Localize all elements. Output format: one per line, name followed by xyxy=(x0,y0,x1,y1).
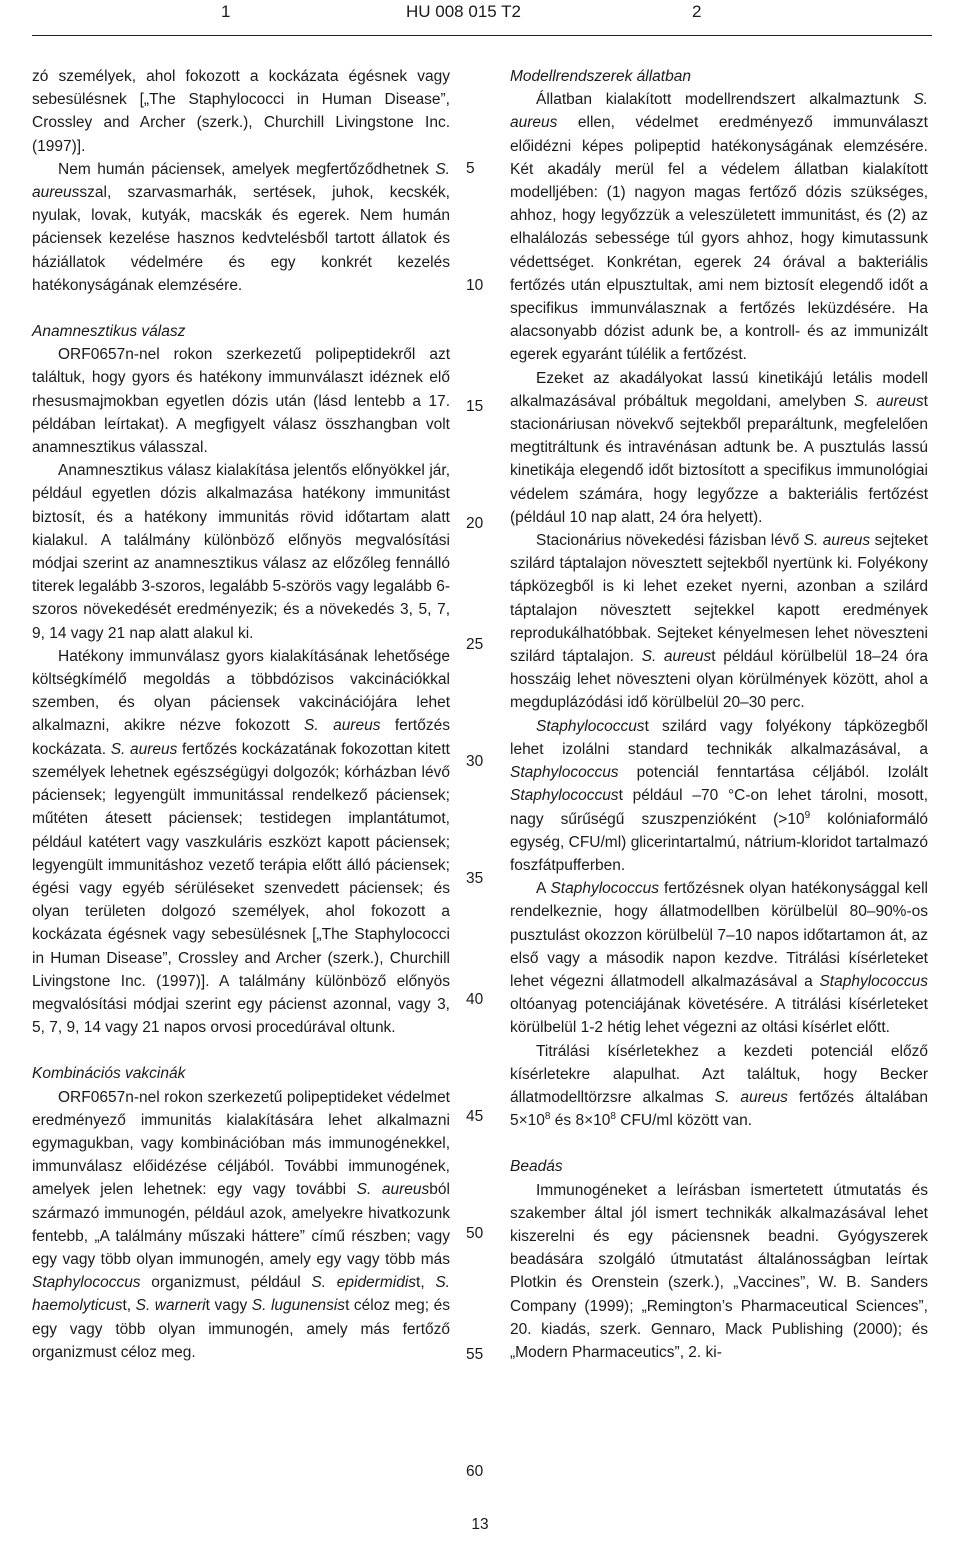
line-number: 5 xyxy=(466,160,475,177)
line-number: 30 xyxy=(466,753,484,770)
paragraph: Ezeket az akadályokat lassú kinetikájú letális modell alkalmazásával próbáltuk megoldani, amelyben S. aureust stacionáriusan növekvő sejtekből preparáltunk, megfelelően megtitráltunk és intravénásan adtunk be. A pusztulás lassú kinetikája elegendő időt biztosított a specifikus immunológiai védelem számára, hogy legyőzze a bakteriális fertőzést (például 10 nap alatt, 24 óra helyett). xyxy=(510,369,928,526)
paragraph: Stacionárius növekedési fázisban lévő S. aureus sejteket szilárd táptalajon növesztett sejtekből nyertünk ki. Folyékony tápközegből is ki lehet ezeket nyerni, azonban a szilárd táptalajon növesztett sejtekkel kapott eredmények reprodukálhatóbbak. Sejteket kényelmesen lehet növeszteni szilárd táptalajon. S. aureust például körülbelül 18–24 óra hosszáig lehet növeszteni olyan körülmények között, ahol a megduplázódási idő körülbelül 20–30 perc. xyxy=(510,532,928,712)
line-number: 60 xyxy=(466,1463,484,1480)
paragraph: Nem humán páciensek, amelyek megfertőződhetnek S. aureusszal, szarvasmarhák, sertések, juhok, kecskék, nyulak, lovak, kutyák, macskák és egerek. Nem humán páciensek kezelése hasznos kedvtelésből tartott állatok és háziállatok védelmére és egy konkrét kezelés hatékonyságának elemzésére. xyxy=(32,160,450,294)
line-number: 25 xyxy=(466,636,484,653)
line-number: 15 xyxy=(466,398,484,415)
paragraph: Hatékony immunválasz gyors kialakításának lehetősége költségkímélő megoldás a többdózisos vakcinációkkal szemben, és olyan páciensek vakcinációjára lehet alkalmazni, akikre nézve fokozott S. aureus fertőzés kockázata. S. aureus fertőzés kockázatának fokozottan kitett személyek lehetnek egészségügyi dolgozók; kórházban lévő páciensek; legyengült immunitással rendelkező páciensek; műtéten átesett páciensek; testidegen implantátumot, például katétert vagy vaszkuláris eszközt kapott páciensek; legyengült immunitáshoz vezető terápia előtt álló páciensek; égési vagy egyéb sérüléseket szenvedett páciensek; és olyan területen dolgozó személyek, ahol fokozott a kockázata égésnek vagy sebesülésnek [„The Staphylococci in Human Disease”, Crossley and Archer (szerk.), Churchill Livingstone Inc. (1997)]. A találmány különböző előnyös megvalósítási módjai szerint egy pácienst azonnal, vagy 3, 5, 7, 9, 14 vagy 21 napos orvosi procedúrával oltunk. xyxy=(32,647,450,1037)
paragraph: Immunogéneket a leírásban ismertetett útmutatás és szakember által jól ismert technikák alkalmazásával lehet kiszerelni és egy páciensnek beadni. Gyógyszerek beadására szolgáló útmutatást általánosságban leírtak Plotkin és Orenstein (szerk.), „Vaccines”, W. B. Sanders Company (1999); „Remington’s Pharmaceutical Sciences”, 20. kiadás, szerk. Gennaro, Mack Publishing (2000); és „Modern Pharmaceutics”, 2. ki- xyxy=(510,1181,928,1361)
header-right-column-number: 2 xyxy=(692,2,702,21)
paragraph: zó személyek, ahol fokozott a kockázata égésnek vagy sebesülésnek [„The Staphylococci in Human Disease”, Crossley and Archer (szerk.), Churchill Livingstone Inc. (1997)]. xyxy=(32,68,450,155)
header-left-column-number: 1 xyxy=(221,2,231,21)
right-column xyxy=(510,65,928,1364)
line-number: 40 xyxy=(466,991,484,1008)
header-rule xyxy=(32,35,932,36)
line-number: 50 xyxy=(466,1225,484,1242)
line-number: 45 xyxy=(466,1108,484,1125)
paragraph: Anamnesztikus válasz kialakítása jelentős előnyökkel jár, például egyetlen dózis alkalmazása hatékony immunitást biztosít, és a hatékony immunitás rövid időtartam alatt kialakul. A találmány különböző előnyös megvalósítási módjai szerint az anamnesztikus válasz az előzőleg fennálló titerek legalább 3-szoros, legalább 5-szörös vagy legalább 6-szoros növekedését eredményezik; és a növekedés 3, 5, 7, 9, 14 vagy 21 nap alatt alakul ki. xyxy=(32,462,450,642)
line-number: 55 xyxy=(466,1346,484,1363)
section-heading-administration: Beadás xyxy=(510,1158,563,1176)
paragraph: Titrálási kísérletekhez a kezdeti potenciál előző kísérletekre alapulhat. Azt találtuk, hogy Becker állatmodelltörzsre alkalmas S. aureus fertőzés általában $5\times 10^8$ és $8\times 10^8$ CFU/ml között van. xyxy=(510,1042,928,1130)
paragraph: Staphylococcust szilárd vagy folyékony tápközegből lehet izolálni standard technikák alkalmazásával, a Staphylococcus potenciál fenntartása céljából. Izolált Staphylococcust például –70 °C-on lehet tárolni, mosott, nagy sűrűségű szuszpenzióként ($>10^9$ kolóniaformáló egység, CFU/ml) glicerintartalmú, nátrium-kloridot tartalmazó foszfátpufferben. xyxy=(510,717,929,874)
left-column xyxy=(32,65,450,1364)
patent-number: HU 008 015 T2 xyxy=(406,2,521,21)
section-heading-animal-models: Modellrendszerek állatban xyxy=(510,68,691,85)
paragraph: ORF0657n-nel rokon szerkezetű polipeptideket védelmet eredményező immunitás kialakítására lehet alkalmazni egymagukban, vagy kombinációban más immunogénekkel, immunválasz előidézése céljából. További immunogének, amelyek jelen lehetnek: egy vagy további S. aureusból származó immunogén, például azok, amelyekre hivatkozunk fentebb, „A találmány műszaki háttere” című részben; vagy egy vagy több olyan immunogén, amely egy vagy több más Staphylococcus organizmust, például S. epidermidist, S. haemolyticust, S. warnerit vagy S. lugunensist céloz meg; és egy vagy több olyan immunogén, amely más fertőző organizmust céloz meg. xyxy=(32,1088,450,1361)
line-number: 35 xyxy=(466,870,484,887)
paragraph: ORF0657n-nel rokon szerkezetű polipeptidekről azt találtuk, hogy gyors és hatékony immunválaszt idéznek elő rhesusmajmokban egyetlen dózis után (lásd lentebb a 17. példában leírtakat). A megfigyelt válasz összhangban volt anamnesztikus válasszal. xyxy=(32,346,450,457)
section-heading-combination: Kombinációs vakcinák xyxy=(32,1065,186,1083)
line-number: 10 xyxy=(466,277,484,294)
section-heading-anamnestic: Anamnesztikus válasz xyxy=(32,323,186,341)
page-header xyxy=(0,2,960,26)
line-number: 20 xyxy=(466,515,484,532)
paragraph: A Staphylococcus fertőzésnek olyan hatékonysággal kell rendelkeznie, hogy állatmodellben körülbelül 80–90%-os pusztulást okozzon körülbelül 7–10 napos időtartamon át, az első vagy a második napon kezdve. Titrálási kísérleteket lehet végezni állatmodell alkalmazásával a Staphylococcus oltóanyag potenciájának követésére. A titrálási kísérleteket körülbelül 1-2 hétig lehet végezni az oltási kísérlet előtt. xyxy=(510,880,928,1037)
paragraph: Állatban kialakított modellrendszert alkalmaztunk S. aureus ellen, védelmet eredményező immunválaszt előidézni képes polipeptid hatékonyságának elemzésére. Két akadály merül fel a védelem állatban kialakított modelljében: (1) nagyon magas fertőző dózis szükséges, ahhoz, hogy legyőzzük a veleszületett immunitást, és (2) az elhalálozás sebessége túl gyors ahhoz, hogy kimutassunk védettséget. Konkrétan, egerek 24 órával a bakteriális fertőzés után elpusztultak, ami nem biztosít elegendő időt a specifikus immunválasznak a fertőzés leküzdésére. Ha alacsonyabb dózist adunk be, a kontroll- és az immunizált egerek egyaránt túlélik a fertőzést. xyxy=(510,91,928,364)
page-number: 13 xyxy=(471,1516,489,1533)
